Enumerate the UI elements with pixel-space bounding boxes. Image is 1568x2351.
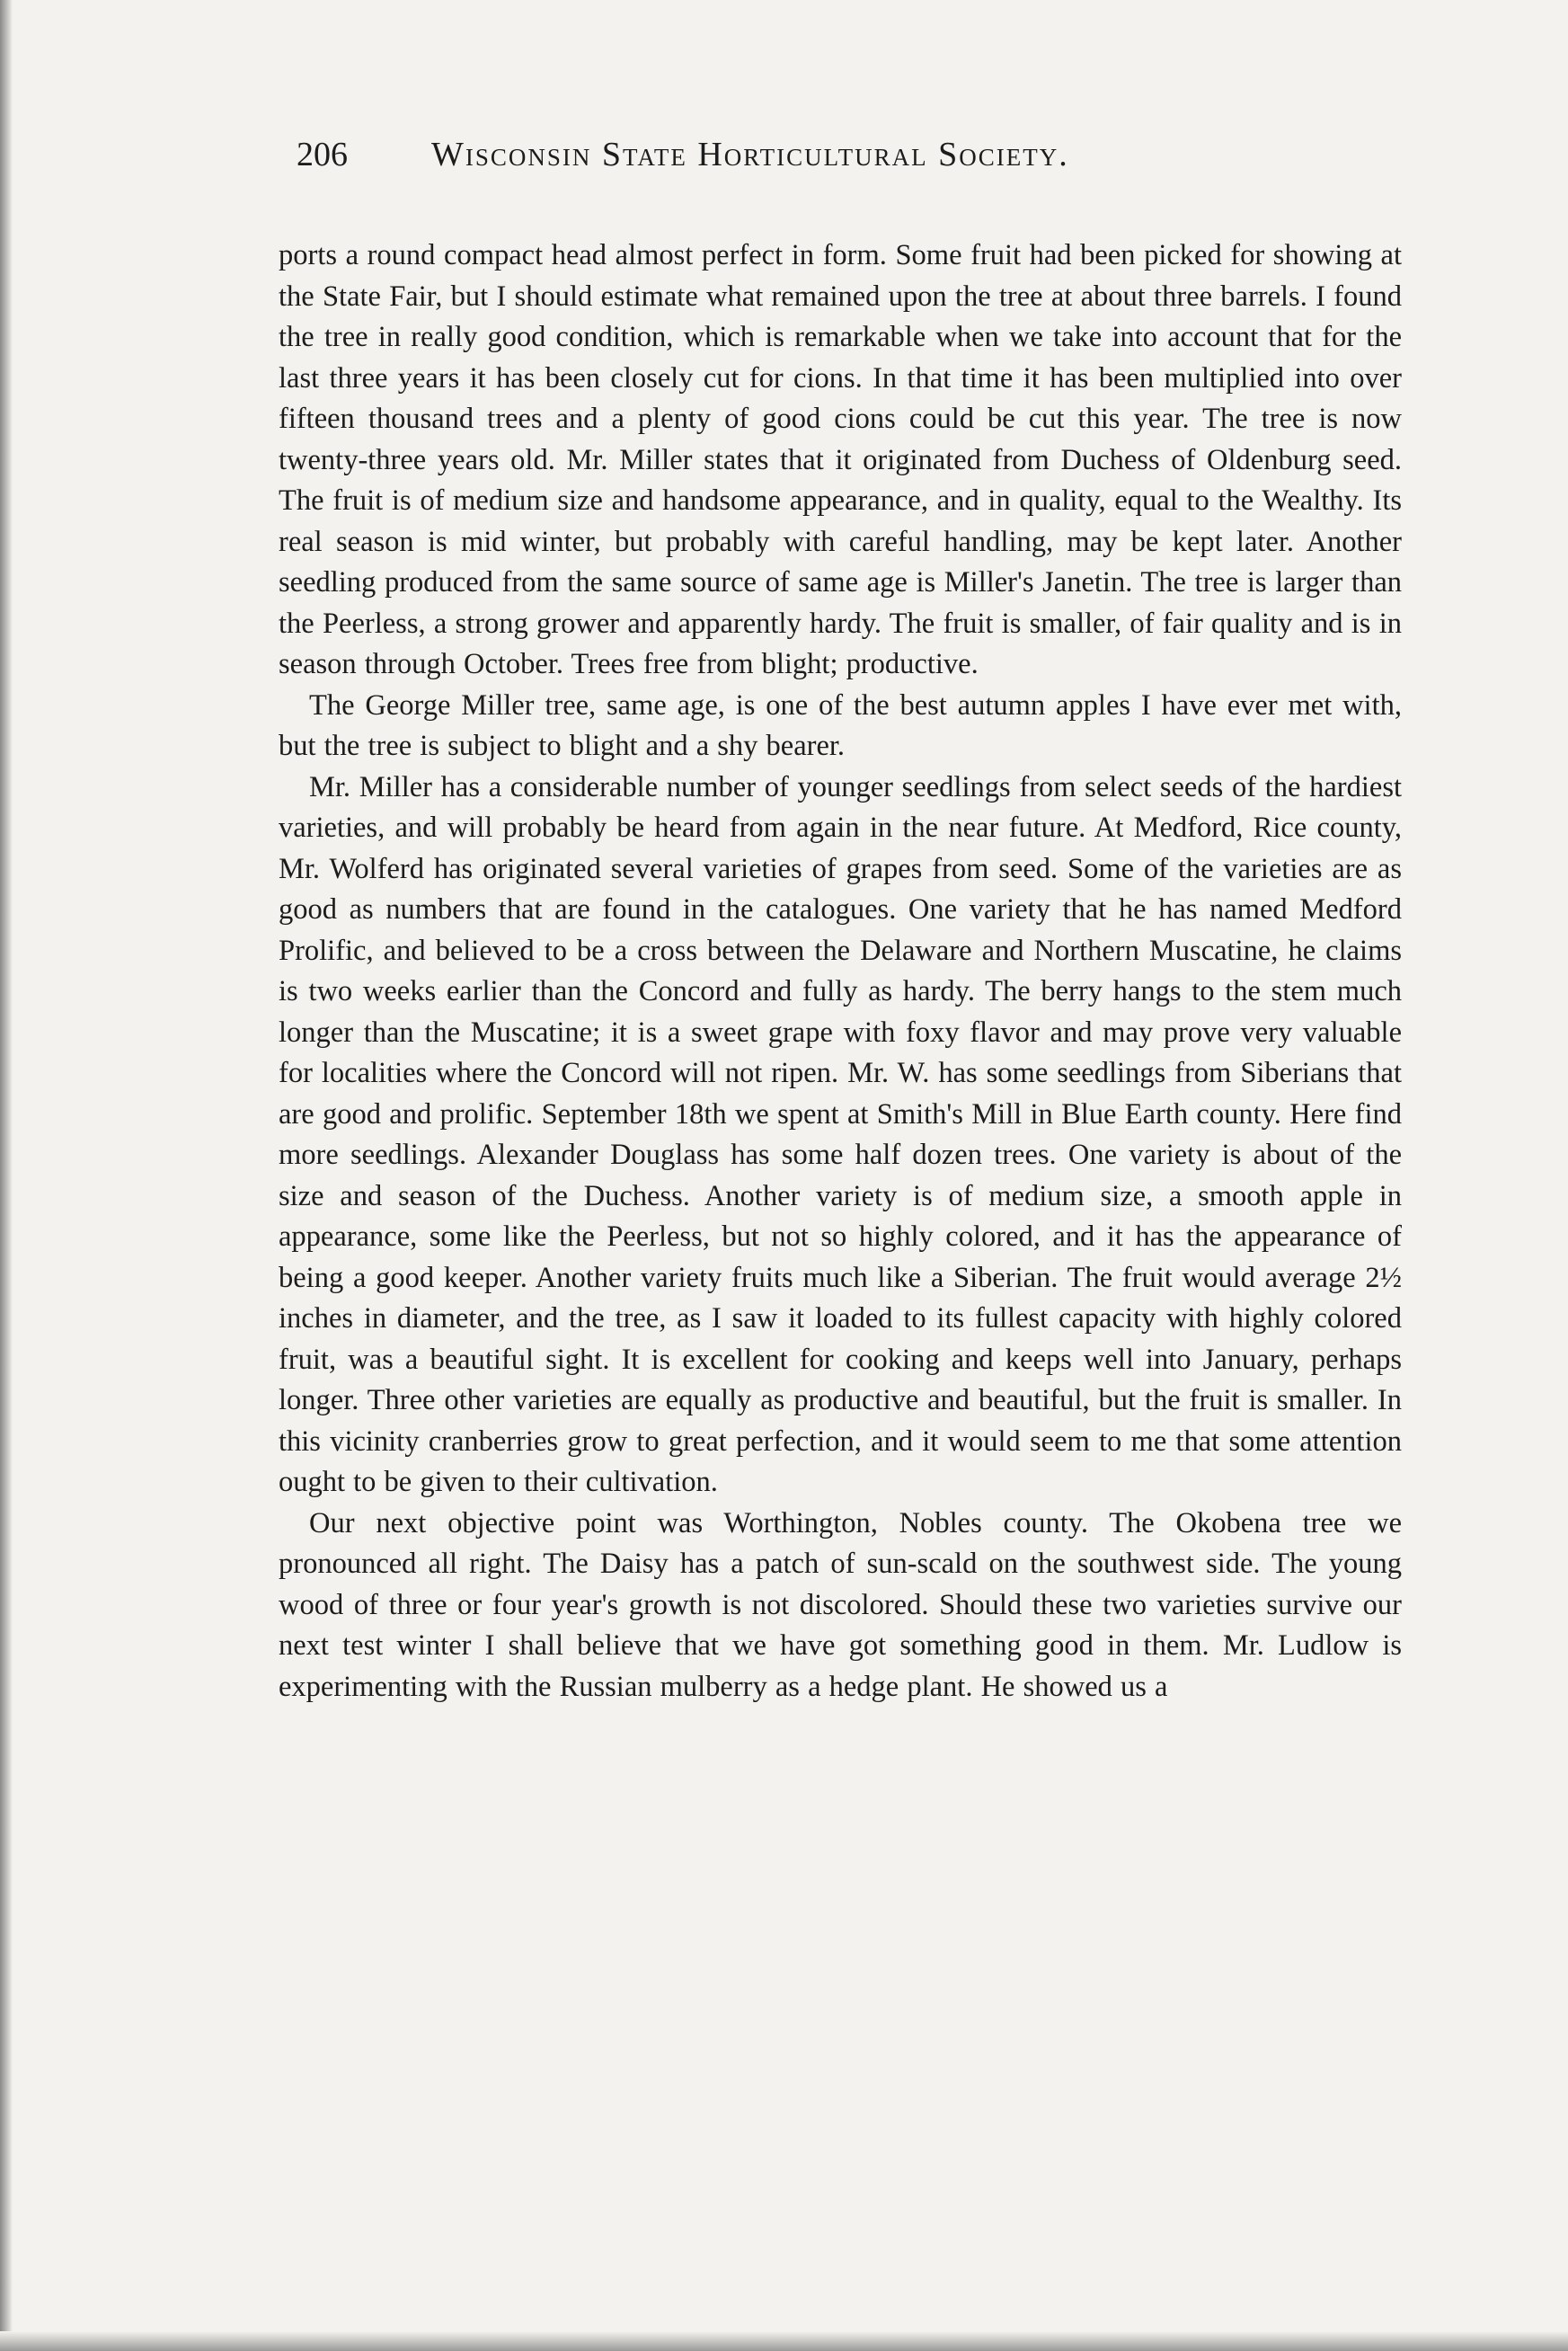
paragraph: ports a round compact head almost perfect in form. Some fruit had been picked for showing at the State Fair, but I should estimate what remained upon the tree at about three barrels. I found the tree in really good condition, which is remarkable when we take into account that for the last three years it has been closely cut for cions. In that time it has been multiplied into over fifteen thousand trees and a plenty of good cions could be cut this year. The tree is now twenty-three years old. Mr. Miller states that it originated from Duchess of Oldenburg seed. The fruit is of medium size and handsome appearance, and in quality, equal to the Wealthy. Its real season is mid winter, but probably with careful handling, may be kept later. Another seedling produced from the same source of same age is Miller's Janetin. The tree is larger than the Peerless, a strong grower and apparently hardy. The fruit is smaller, of fair quality and is in season through October. Trees free from blight; productive. bbox=[279, 239, 1402, 680]
paragraph: Our next objective point was Worthington, Nobles county. The Okobena tree we pronounced all right. The Daisy has a patch of sun-scald on the southwest side. The young wood of three or four year's growth is not discolored. Should these two varieties survive our next test winter I shall believe that we have got something good in them. Mr. Ludlow is experimenting with the Russian mulberry as a hedge plant. He showed us a bbox=[279, 1506, 1402, 1703]
scan-bottom-edge bbox=[0, 2331, 1568, 2351]
paragraph: The George Miller tree, same age, is one of the best autumn apples I have ever met with, but the tree is subject to blight and a shy bearer. bbox=[279, 688, 1402, 762]
page-number: 206 bbox=[297, 136, 348, 173]
page-header bbox=[279, 126, 1402, 198]
body-text bbox=[279, 235, 1402, 1708]
scan-left-edge bbox=[0, 0, 13, 2351]
running-head: Wisconsin State Horticultural Society. bbox=[431, 136, 1069, 173]
book-page bbox=[279, 126, 1402, 2301]
paragraph: Mr. Miller has a considerable number of younger seedlings from select seeds of the hardiest varieties, and will probably be heard from again in the near future. At Medford, Rice county, Mr. Wolferd has originated several varieties of grapes from seed. Some of the varieties are as good as numbers that are found in the catalogues. One variety that he has named Medford Prolific, and believed to be a cross between the Delaware and Northern Muscatine, he claims is two weeks earlier than the Concord and fully as hardy. The berry hangs to the stem much longer than the Muscatine; it is a sweet grape with foxy flavor and may prove very valuable for localities where the Concord will not ripen. Mr. W. has some seedlings from Siberians that are good and prolific. September 18th we spent at Smith's Mill in Blue Earth county. Here find more seedlings. Alexander Douglass has some half dozen trees. One variety is about of the size and season of the Duchess. Another variety is of medium size, a smooth apple in appearance, some like the Peerless, but not so highly colored, and it has the appearance of being a good keeper. Another variety fruits much like a Siberian. The fruit would average 2½ inches in diameter, and the tree, as I saw it loaded to its fullest capacity with highly colored fruit, was a beautiful sight. It is excellent for cooking and keeps well into January, perhaps longer. Three other varieties are equally as productive and beautiful, but the fruit is smaller. In this vicinity cranberries grow to great perfection, and it would seem to me that some attention ought to be given to their cultivation. bbox=[279, 770, 1402, 1498]
